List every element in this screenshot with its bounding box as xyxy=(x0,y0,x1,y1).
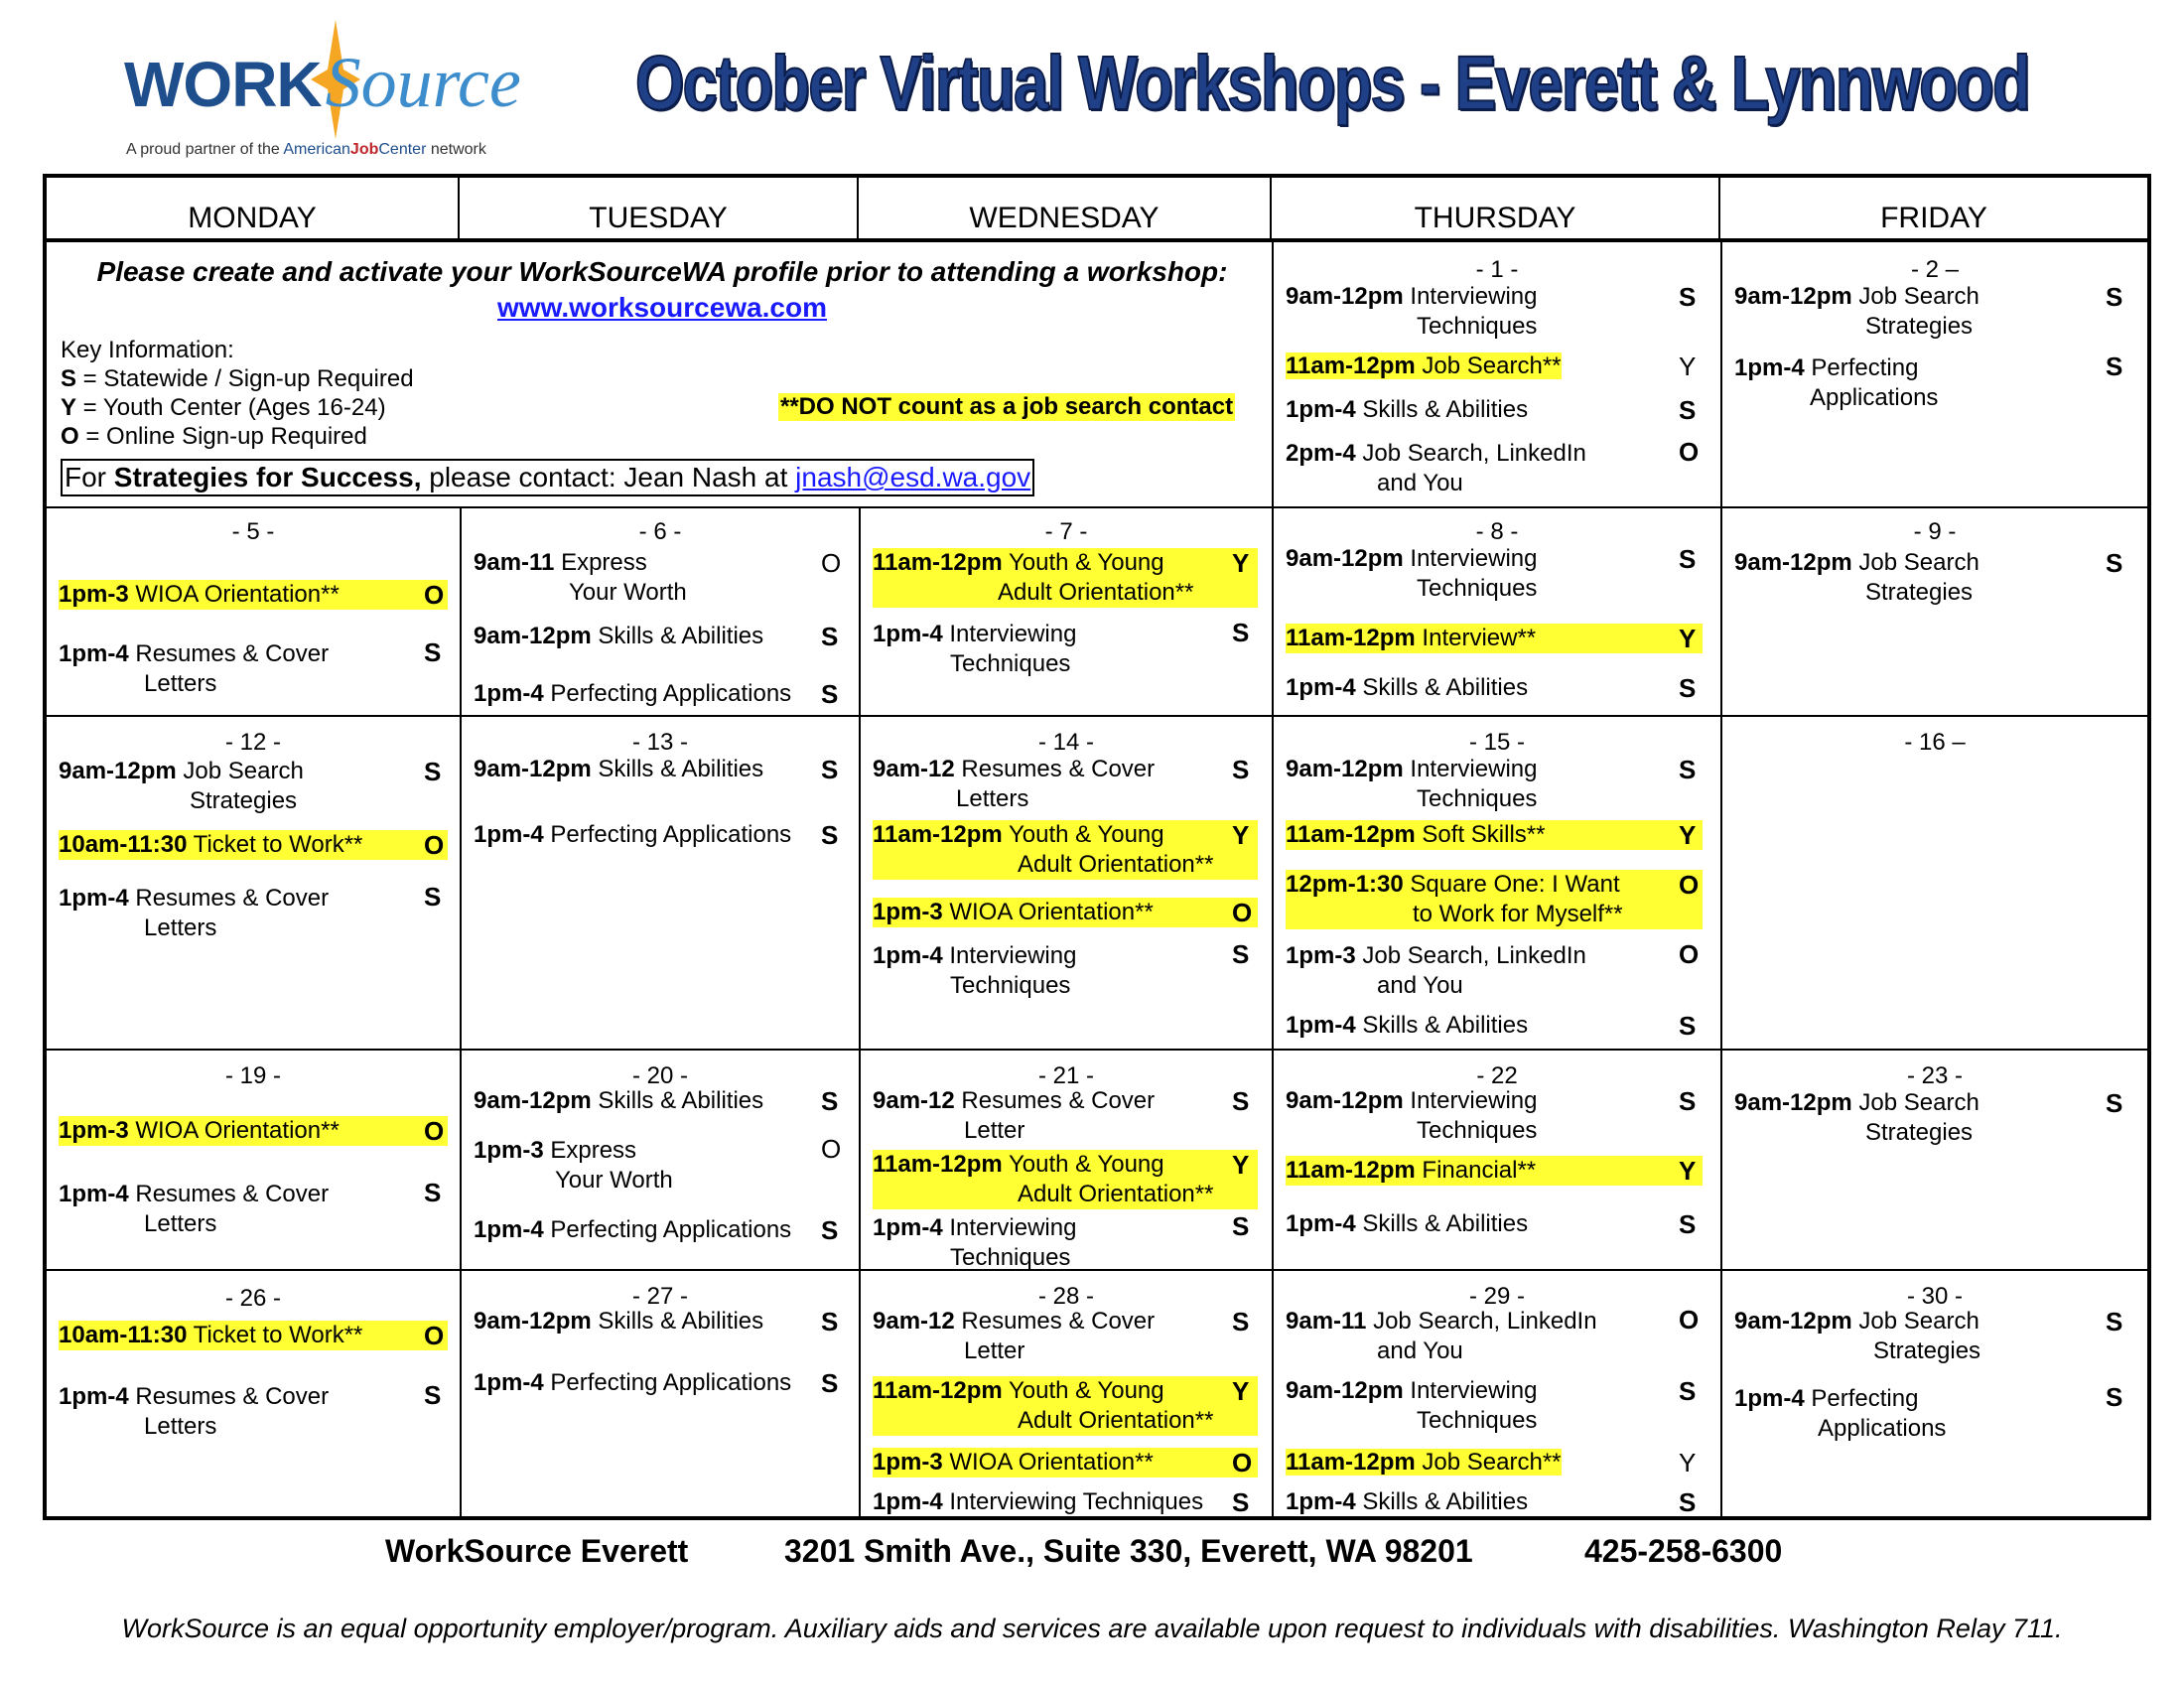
day-cell-8 xyxy=(1274,508,1720,715)
equal-opportunity-statement: WorkSource is an equal opportunity employer/program. Auxiliary aids and services are available upon request to individuals with disabilities. Washington Relay 711. xyxy=(121,1614,2063,1643)
signup-code: S xyxy=(2106,352,2123,381)
header-thursday: THURSDAY xyxy=(1272,178,1720,238)
signup-code: S xyxy=(1679,1487,1697,1517)
signup-code: O xyxy=(1679,1305,1700,1335)
page-title: October Virtual Workshops - Everett & Lynnwood xyxy=(635,41,2029,126)
day-number: - 22 xyxy=(1476,1062,1518,1089)
signup-code: S xyxy=(1232,755,1250,784)
day-cell-16 xyxy=(1722,717,2147,1049)
signup-code: Y xyxy=(1232,1150,1250,1180)
signup-code: Y xyxy=(1679,624,1697,653)
event-item: 1pm-4 Perfecting Applications xyxy=(474,1369,792,1396)
signup-code: Y xyxy=(1679,352,1697,381)
footer-address: 3201 Smith Ave., Suite 330, Everett, WA 98201 xyxy=(784,1533,1473,1569)
day-cell-14 xyxy=(861,717,1272,1049)
signup-code: Y xyxy=(1232,548,1250,578)
signup-code: O xyxy=(1679,437,1700,467)
header-monday: MONDAY xyxy=(47,178,460,238)
logo-tagline: A proud partner of the AmericanJobCenter network xyxy=(126,141,486,158)
event-item: 1pm-4 Perfecting Applications xyxy=(474,1216,792,1243)
event-item: 9am-12pm Skills & Abilities xyxy=(474,756,764,782)
day-cell-2 xyxy=(1722,242,2147,506)
event-item: 9am-12pm Job Search Strategies xyxy=(1734,1089,1979,1146)
event-item: 11am-12pm Financial** xyxy=(1286,1156,1703,1186)
signup-code: O xyxy=(821,548,842,578)
event-item: 1pm-3 Express Your Worth xyxy=(474,1137,673,1194)
signup-code: S xyxy=(1679,544,1697,574)
day-cell-19 xyxy=(47,1051,460,1269)
signup-code: S xyxy=(1232,939,1250,969)
event-item: 11am-12pm Youth & Young Adult Orientation** xyxy=(873,1150,1258,1209)
day-number: - 30 - xyxy=(1906,1283,1963,1310)
event-item: 1pm-3 WIOA Orientation** xyxy=(873,1448,1258,1477)
event-item: 1pm-4 Perfecting Applications xyxy=(1734,1385,1947,1442)
header-tuesday: TUESDAY xyxy=(460,178,859,238)
event-item: 11am-12pm Interview** xyxy=(1286,624,1703,653)
signup-code: O xyxy=(1232,898,1253,927)
signup-code: S xyxy=(1679,1376,1697,1406)
workshop-calendar xyxy=(43,174,2151,1520)
event-item: 11am-12pm Job Search** xyxy=(1286,1449,1562,1476)
signup-code: S xyxy=(821,820,839,850)
event-item: 9am-12pm Skills & Abilities xyxy=(474,1087,764,1114)
key-information-panel xyxy=(47,242,1278,506)
signup-code: O xyxy=(424,830,445,860)
signup-code: O xyxy=(424,580,445,610)
day-number: - 16 – xyxy=(1904,729,1966,756)
day-cell-26 xyxy=(47,1271,460,1516)
signup-code: Y xyxy=(1679,1448,1697,1477)
day-number: - 26 - xyxy=(224,1285,281,1312)
key-title: Key Information: xyxy=(61,337,234,363)
event-item: 1pm-3 WIOA Orientation** xyxy=(59,1116,448,1146)
day-cell-13 xyxy=(462,717,859,1049)
day-cell-22 xyxy=(1274,1051,1720,1269)
event-item: 9am-12 Resumes & Cover Letters xyxy=(873,756,1156,812)
signup-code: S xyxy=(1679,1011,1697,1041)
signup-code: S xyxy=(2106,1088,2123,1118)
event-item: 1pm-4 Skills & Abilities xyxy=(1286,1012,1529,1039)
day-cell-9 xyxy=(1722,508,2147,715)
footer-phone: 425-258-6300 xyxy=(1584,1533,1783,1569)
signup-code: S xyxy=(424,757,442,786)
event-item: 9am-12pm Interviewing Techniques xyxy=(1286,545,1538,602)
signup-code: O xyxy=(1679,939,1700,969)
day-cell-12 xyxy=(47,717,460,1049)
signup-code: S xyxy=(1679,282,1697,312)
signup-code: S xyxy=(1232,1211,1250,1241)
signup-code: S xyxy=(1232,1487,1250,1517)
event-item: 9am-12pm Interviewing Techniques xyxy=(1286,1377,1538,1434)
day-number: - 15 - xyxy=(1468,729,1525,756)
event-item: 11am-12pm Job Search** xyxy=(1286,352,1562,379)
weekday-header-row xyxy=(47,178,2147,242)
worksourcewa-link[interactable]: www.worksourcewa.com xyxy=(497,292,827,323)
signup-code: S xyxy=(821,1307,839,1336)
day-number: - 5 - xyxy=(231,518,275,545)
day-number: - 23 - xyxy=(1906,1062,1963,1089)
signup-code: S xyxy=(1232,1307,1250,1336)
header-friday: FRIDAY xyxy=(1880,202,1987,234)
signup-code: S xyxy=(424,882,442,912)
day-number: - 2 – xyxy=(1910,256,1960,283)
event-item: 1pm-4 Interviewing Techniques xyxy=(873,942,1077,999)
signup-code: S xyxy=(2106,1382,2123,1412)
header-wednesday: WEDNESDAY xyxy=(859,178,1272,238)
day-number: - 8 - xyxy=(1475,518,1519,545)
event-item: 1pm-4 Resumes & Cover Letters xyxy=(59,885,330,941)
signup-code: S xyxy=(2106,1307,2123,1336)
event-item: 1pm-3 Job Search, LinkedIn and You xyxy=(1286,942,1586,999)
event-item: 1pm-4 Skills & Abilities xyxy=(1286,396,1529,423)
signup-code: S xyxy=(424,637,442,667)
signup-code: S xyxy=(1679,755,1697,784)
day-number: - 29 - xyxy=(1468,1283,1525,1310)
signup-code: Y xyxy=(1232,1376,1250,1406)
day-cell-7 xyxy=(861,508,1272,715)
signup-code: O xyxy=(424,1116,445,1146)
logo-wordmark: WORKSource xyxy=(124,43,521,122)
signup-code: S xyxy=(2106,548,2123,578)
event-item: 1pm-4 Interviewing Techniques xyxy=(873,1214,1077,1271)
event-item: 1pm-4 Skills & Abilities xyxy=(1286,1488,1529,1515)
contact-email-link[interactable]: jnash@esd.wa.gov xyxy=(795,462,1031,492)
event-item: 1pm-4 Interviewing Techniques xyxy=(873,1488,1204,1515)
day-number: - 6 - xyxy=(638,518,682,545)
signup-code: S xyxy=(1679,673,1697,703)
event-item: 9am-12pm Interviewing Techniques xyxy=(1286,283,1538,340)
day-number: - 12 - xyxy=(224,729,281,756)
signup-code: S xyxy=(821,1368,839,1398)
event-item: 9am-12pm Job Search Strategies xyxy=(1734,283,1979,340)
event-item: 9am-12 Resumes & Cover Letter xyxy=(873,1308,1156,1364)
event-item: 11am-12pm Soft Skills** xyxy=(1286,820,1703,850)
key-s: S = Statewide / Sign-up Required xyxy=(61,365,414,392)
day-number: - 19 - xyxy=(224,1062,281,1089)
key-legend xyxy=(61,336,414,451)
event-item: 9am-11 Express Your Worth xyxy=(474,549,687,606)
signup-code: S xyxy=(821,755,839,784)
day-cell-15 xyxy=(1274,717,1720,1049)
day-number: - 20 - xyxy=(631,1062,688,1089)
event-item: 10am-11:30 Ticket to Work** xyxy=(59,1321,448,1350)
event-item: 9am-12pm Interviewing Techniques xyxy=(1286,756,1538,812)
event-item: 1pm-4 Interviewing Techniques xyxy=(873,621,1077,677)
event-item: 1pm-4 Perfecting Applications xyxy=(474,680,792,707)
signup-code: S xyxy=(821,679,839,709)
event-item: 11am-12pm Youth & Young Adult Orientation** xyxy=(873,548,1258,608)
signup-code: S xyxy=(1232,1086,1250,1116)
signup-code: O xyxy=(1679,870,1700,900)
day-cell-29 xyxy=(1274,1271,1720,1516)
signup-code: S xyxy=(1232,618,1250,647)
event-item: 1pm-4 Resumes & Cover Letters xyxy=(59,1383,330,1440)
event-item: 9am-12pm Skills & Abilities xyxy=(474,623,764,649)
signup-code: O xyxy=(424,1321,445,1350)
event-item: 1pm-4 Resumes & Cover Letters xyxy=(59,1181,330,1237)
key-y: Y = Youth Center (Ages 16-24) xyxy=(61,394,386,421)
job-search-contact-note: **DO NOT count as a job search contact xyxy=(780,393,1234,420)
event-item: 1pm-3 WIOA Orientation** xyxy=(873,898,1258,927)
key-o: O = Online Sign-up Required xyxy=(61,423,367,450)
day-number: - 7 - xyxy=(1044,518,1088,545)
event-item: 1pm-4 Perfecting Applications xyxy=(1734,354,1939,411)
event-item: 11am-12pm Youth & Young Adult Orientation** xyxy=(873,820,1258,880)
signup-code: S xyxy=(424,1178,442,1207)
day-number: - 9 - xyxy=(1913,518,1957,545)
day-number: - 27 - xyxy=(631,1283,688,1310)
day-number: - 13 - xyxy=(631,729,688,756)
strategies-contact-box: For Strategies for Success, please contact: Jean Nash at jnash@esd.wa.gov xyxy=(61,459,1034,496)
event-item: 9am-12pm Interviewing Techniques xyxy=(1286,1087,1538,1144)
event-item: 1pm-4 Perfecting Applications xyxy=(474,821,792,848)
event-item: 1pm-4 Resumes & Cover Letters xyxy=(59,640,330,697)
footer-office-name: WorkSource Everett xyxy=(385,1533,689,1569)
signup-code: S xyxy=(821,622,839,651)
event-item: 12pm-1:30 Square One: I Want to Work for Myself** xyxy=(1286,870,1703,929)
event-item: 1pm-4 Skills & Abilities xyxy=(1286,674,1529,701)
event-item: 9am-12pm Skills & Abilities xyxy=(474,1308,764,1335)
signup-code: Y xyxy=(1232,820,1250,850)
day-cell-6 xyxy=(462,508,859,715)
day-number: - 1 - xyxy=(1475,256,1519,283)
signup-code: O xyxy=(1232,1448,1253,1477)
event-item: 9am-12 Resumes & Cover Letter xyxy=(873,1087,1156,1144)
day-cell-28 xyxy=(861,1271,1272,1516)
day-cell-1 xyxy=(1274,242,1720,506)
event-item: 9am-12pm Job Search Strategies xyxy=(1734,549,1979,606)
event-item: 9am-12pm Job Search Strategies xyxy=(59,758,304,814)
day-number: - 28 - xyxy=(1037,1283,1094,1310)
event-item: 1pm-4 Skills & Abilities xyxy=(1286,1210,1529,1237)
event-item: 1pm-3 WIOA Orientation** xyxy=(59,580,448,610)
event-item: 9am-12pm Job Search Strategies xyxy=(1734,1308,1981,1364)
signup-code: O xyxy=(821,1134,842,1164)
signup-code: S xyxy=(1679,1086,1697,1116)
day-number: - 21 - xyxy=(1037,1062,1094,1089)
day-cell-20 xyxy=(462,1051,859,1269)
day-number: - 14 - xyxy=(1037,729,1094,756)
day-cell-21 xyxy=(861,1051,1272,1269)
day-cell-23 xyxy=(1722,1051,2147,1269)
day-cell-27 xyxy=(462,1271,859,1516)
event-item: 2pm-4 Job Search, LinkedIn and You xyxy=(1286,440,1586,496)
signup-code: Y xyxy=(1679,820,1697,850)
worksource-logo xyxy=(124,20,561,169)
signup-code: S xyxy=(2106,282,2123,312)
signup-code: S xyxy=(821,1086,839,1116)
day-cell-5 xyxy=(47,508,460,715)
day-cell-30 xyxy=(1722,1271,2147,1516)
event-item: 11am-12pm Youth & Young Adult Orientation** xyxy=(873,1376,1258,1436)
signup-code: S xyxy=(1679,1209,1697,1239)
signup-code: S xyxy=(821,1215,839,1245)
signup-code: S xyxy=(1679,395,1697,425)
signup-code: Y xyxy=(1679,1156,1697,1186)
event-item: 9am-11 Job Search, LinkedIn and You xyxy=(1286,1308,1597,1364)
profile-requirement-text: Please create and activate your WorkSourceWA profile prior to attending a workshop: xyxy=(96,256,1228,287)
signup-code: S xyxy=(424,1380,442,1410)
event-item: 10am-11:30 Ticket to Work** xyxy=(59,830,448,860)
